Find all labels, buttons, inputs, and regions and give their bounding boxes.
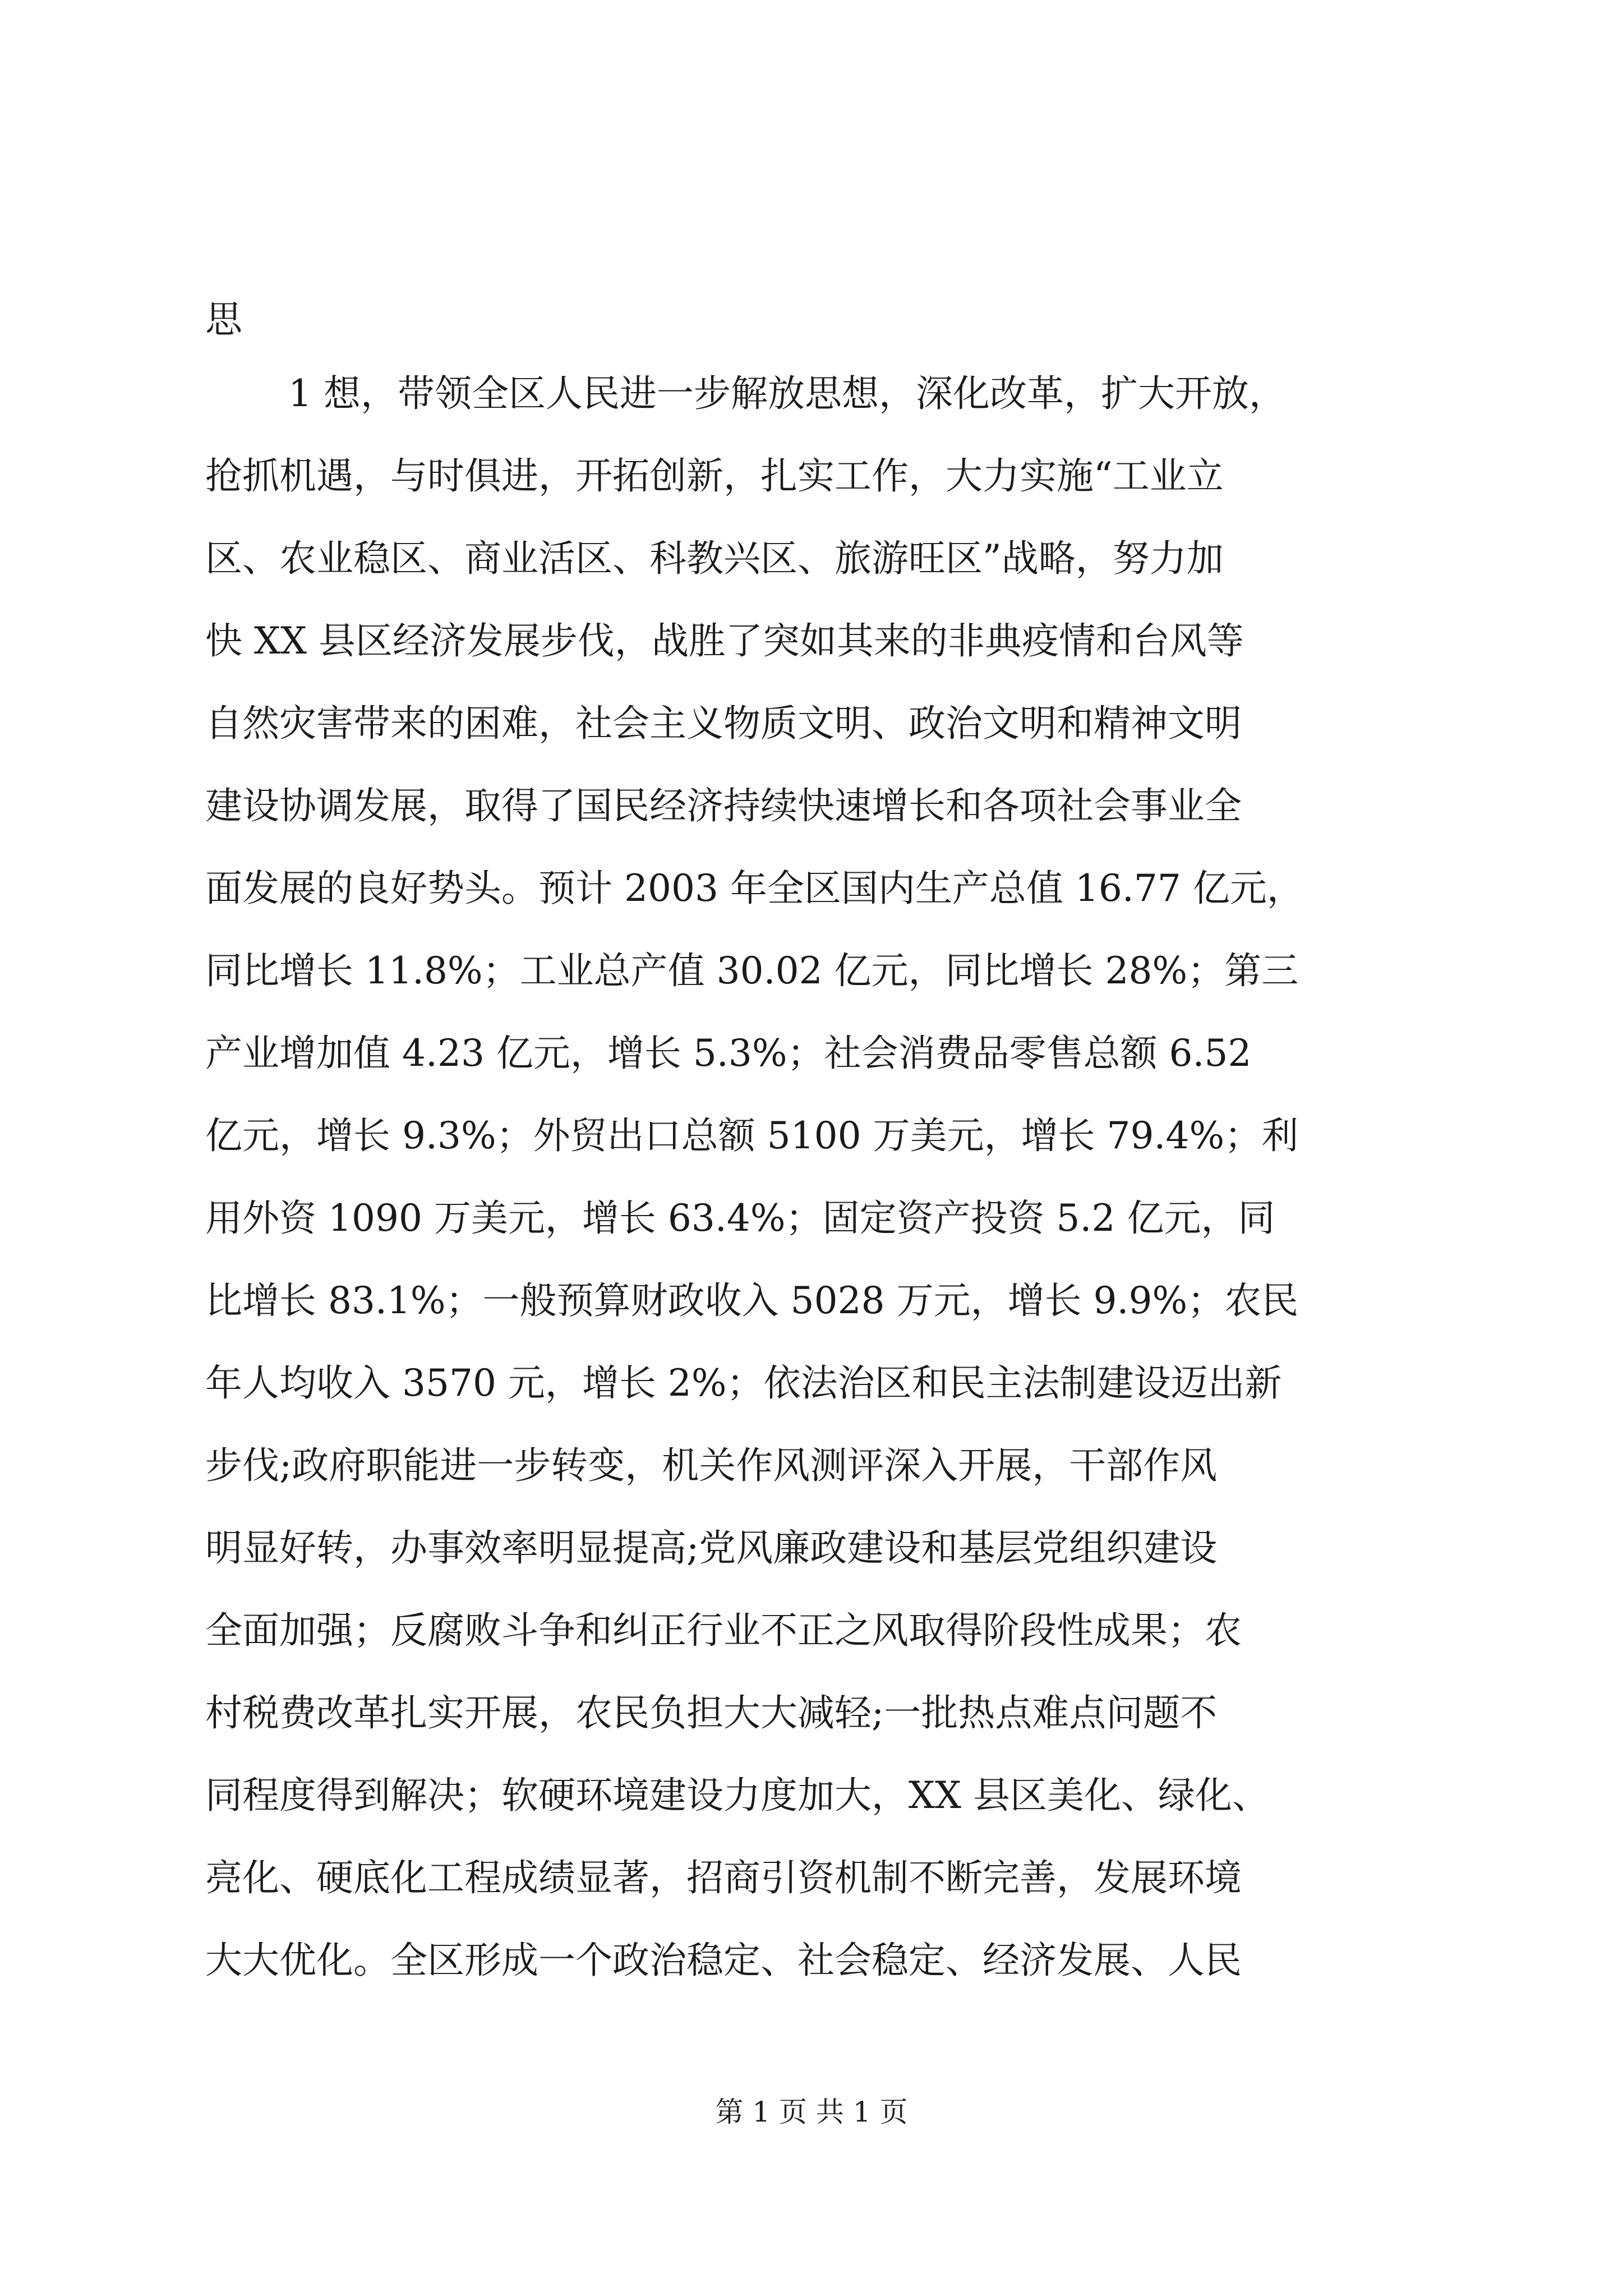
text-line: 亿元，增长 9.3%；外贸出口总额 5100 万美元，增长 79.4%；利 — [205, 1114, 1299, 1157]
text-line: 自然灾害带来的困难，社会主义物质文明、政治文明和精神文明 — [205, 702, 1242, 745]
text-line: 村税费改革扎实开展，农民负担大大减轻;一批热点难点问题不 — [205, 1691, 1218, 1734]
body-text — [205, 352, 1450, 2001]
text-line: 年人均收入 3570 元，增长 2%；依法治区和民主法制建设迈出新 — [205, 1361, 1282, 1405]
heading-char: 思 — [205, 298, 242, 341]
text-line: 比增长 83.1%；一般预算财政收入 5028 万元，增长 9.9%；农民 — [205, 1279, 1299, 1322]
text-line: 全面加强；反腐败斗争和纠正行业不正之风取得阶段性成果；农 — [205, 1609, 1242, 1652]
text-line: 建设协调发展，取得了国民经济持续快速增长和各项社会事业全 — [205, 784, 1242, 827]
text-line: 面发展的良好势头。预计 2003 年全区国内生产总值 16.77 亿元， — [205, 867, 1304, 910]
text-line: 大大优化。全区形成一个政治稳定、社会稳定、经济发展、人民 — [205, 1939, 1242, 1982]
text-line: 快 XX 县区经济发展步伐，战胜了突如其来的非典疫情和台风等 — [205, 619, 1244, 662]
text-line: 同程度得到解决；软硬环境建设力度加大，XX 县区美化、绿化、 — [205, 1774, 1269, 1817]
text-line: 步伐;政府职能进一步转变，机关作风测评深入开展，干部作风 — [205, 1444, 1218, 1487]
text-line: 抢抓机遇，与时俱进，开拓创新，扎实工作，大力实施“工业立 — [205, 454, 1224, 498]
page-footer: 第 1 页 共 1 页 — [715, 2096, 908, 2128]
text-line: 区、农业稳区、商业活区、科教兴区、旅游旺区”战略，努力加 — [205, 537, 1224, 580]
text-line: 同比增长 11.8%；工业总产值 30.02 亿元，同比增长 28%；第三 — [205, 949, 1299, 992]
text-line: 产业增加值 4.23 亿元，增长 5.3%；社会消费品零售总额 6.52 — [205, 1032, 1252, 1075]
text-line: 亮化、硬底化工程成绩显著，招商引资机制不断完善，发展环境 — [205, 1856, 1242, 1899]
text-line: 1 想，带领全区人民进一步解放思想，深化改革，扩大开放， — [288, 372, 1286, 415]
text-line: 明显好转，办事效率明显提高;党风廉政建设和基层党组织建设 — [205, 1526, 1218, 1570]
text-line: 用外资 1090 万美元，增长 63.4%；固定资产投资 5.2 亿元，同 — [205, 1197, 1275, 1240]
